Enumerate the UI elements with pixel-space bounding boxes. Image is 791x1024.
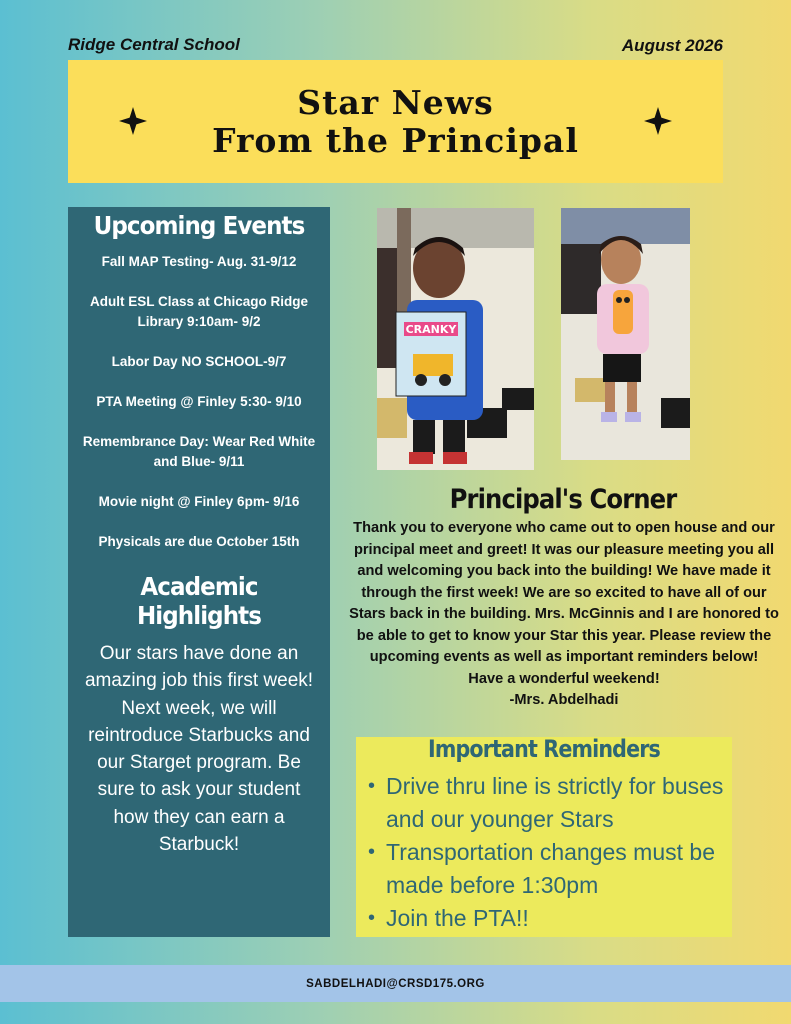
upcoming-events-heading: Upcoming Events	[93, 211, 305, 240]
reminder-item: • Transportation changes must be made before 1:30pm	[368, 836, 728, 902]
academic-highlights-text: Our stars have done an amazing job this first week! Next week, we will reintroduce Starbucks and our Starget program. Be sure to ask your student how they can earn a Starbuck!	[84, 643, 314, 856]
academic-highlights-heading: Academic Highlights	[136, 572, 262, 630]
reminder-item: • Join the PTA!!	[368, 902, 728, 935]
school-name: Ridge Central School	[68, 35, 240, 54]
reminders-list	[368, 770, 728, 935]
left-sidebar-panel	[68, 207, 330, 937]
corner-closing: Have a wonderful weekend!	[468, 670, 660, 687]
corner-body-text: Thank you to everyone who came out to open house and our principal meet and greet! It was our pleasure meeting you all and welcoming you back into the building! We have made it through the first week! We are so excited to have all of our Stars back in the building. Mrs. McGinnis and I are honored to be able to get to know your Star this year. Please review the upcoming events as well as important reminders below!	[349, 520, 779, 665]
footer-bar	[0, 965, 791, 1002]
corner-signature: -Mrs. Abdelhadi	[509, 692, 619, 708]
event-item: Adult ESL Class at Chicago Ridge Library 9:10am- 9/2	[89, 294, 309, 329]
event-item: Physicals are due October 15th	[98, 534, 300, 549]
event-item: Labor Day NO SCHOOL-9/7	[111, 354, 287, 369]
sparkle-star-icon	[119, 107, 147, 135]
important-reminders-box	[356, 737, 732, 937]
sparkle-star-icon	[644, 107, 672, 135]
title-line-2: From the Principal	[212, 120, 579, 160]
event-item: PTA Meeting @ Finley 5:30- 9/10	[96, 394, 302, 409]
event-item: Remembrance Day: Wear Red White and Blue- 9/11	[82, 434, 316, 469]
newsletter-title	[212, 84, 579, 160]
book-title-text: CRANKY	[405, 323, 457, 336]
important-reminders-heading: Important Reminders	[428, 735, 660, 763]
principals-corner-message	[344, 518, 784, 712]
photo-boy-with-book	[377, 208, 534, 470]
newsletter-date: August 2026	[621, 36, 723, 55]
event-item: Movie night @ Finley 6pm- 9/16	[98, 494, 300, 509]
contact-email: SABDELHADI@CRSD175.ORG	[306, 977, 485, 990]
photo-girl-with-toy	[561, 208, 690, 460]
title-banner	[68, 60, 723, 183]
reminder-item: • Drive thru line is strictly for buses and our younger Stars	[368, 770, 728, 836]
events-list	[68, 252, 330, 552]
principals-corner-heading: Principal's Corner	[449, 484, 677, 515]
event-item: Fall MAP Testing- Aug. 31-9/12	[101, 254, 297, 269]
title-line-1: Star News	[297, 82, 494, 122]
